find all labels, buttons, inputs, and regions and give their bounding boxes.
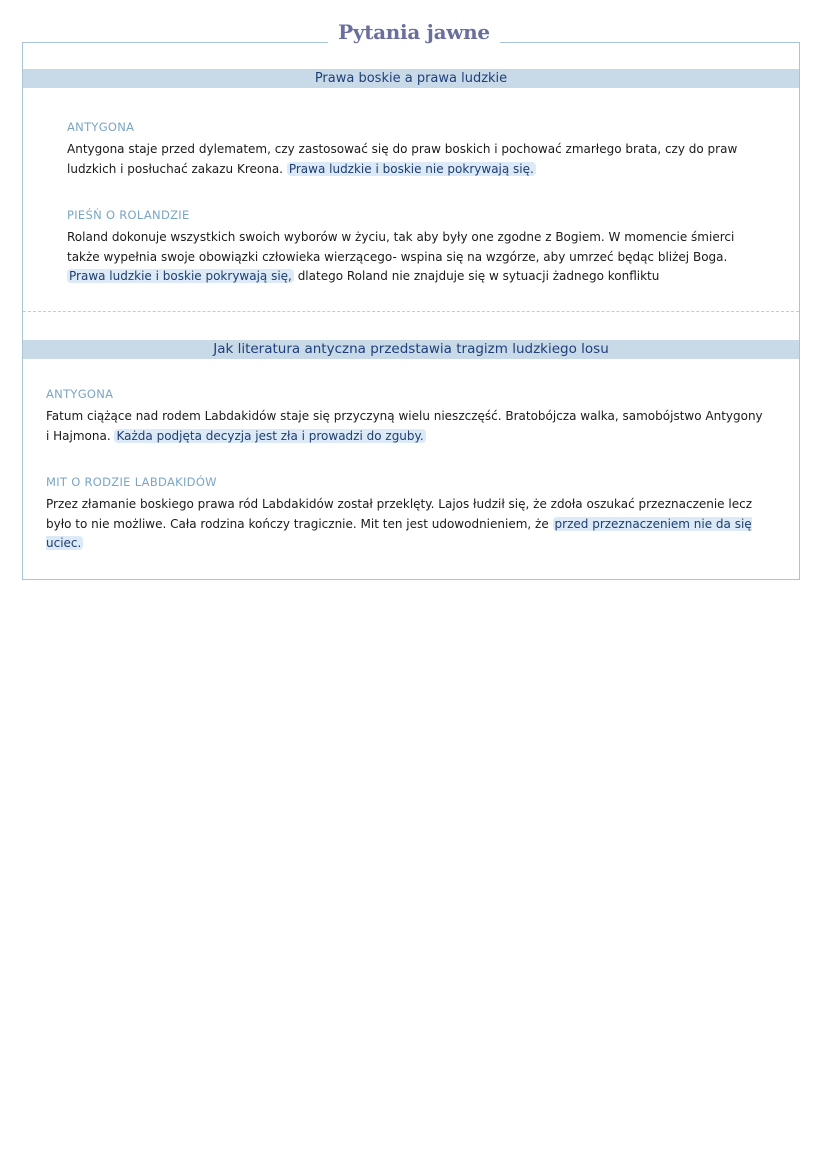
entry-mit-o-rodzie-labdakidow	[46, 475, 766, 554]
entry-title: ANTYGONA	[46, 387, 114, 401]
entry-title: ANTYGONA	[67, 120, 135, 134]
entry-highlight: Prawa ludzkie i boskie nie pokrywają się.	[288, 161, 534, 176]
section-heading: Jak literatura antyczna przedstawia tragizm ludzkiego losu	[23, 340, 799, 359]
page-title: Pytania jawne	[328, 18, 500, 46]
entry-text	[67, 228, 767, 287]
entry-antygona-1	[67, 120, 757, 179]
entry-title: PIEŚŃ O ROLANDZIE	[67, 208, 190, 222]
entry-piesn-o-rolandzie	[67, 208, 767, 287]
entry-highlight: Prawa ludzkie i boskie pokrywają się,	[69, 269, 292, 283]
entry-text	[46, 407, 766, 446]
entry-title: MIT O RODZIE LABDAKIDÓW	[46, 475, 217, 489]
entry-body: Fatum ciążące nad rodem Labdakidów staje się przyczyną wielu nieszczęść. Bratobójcza walka, samobójstwo Antygony i Hajmona.	[46, 409, 763, 443]
entry-body-after: dlatego Roland nie znajduje się w sytuacji żadnego konfliktu	[293, 269, 660, 283]
dashed-separator	[23, 311, 799, 312]
entry-text	[67, 140, 757, 179]
entry-body: Antygona staje przed dylematem, czy zastosować się do praw boskich i pochować zmarłego brata, czy do praw ludzkich i posłuchać zakazu Kreona.	[67, 142, 738, 176]
entry-body: Przez złamanie boskiego prawa ród Labdakidów został przeklęty. Lajos łudził się, że zdoła oszukać przeznaczenie lecz było to nie możliwe. Cała rodzina kończy tragicznie. Mit ten jest udowodnieniem, że	[46, 497, 752, 531]
section-heading: Prawa boskie a prawa ludzkie	[23, 69, 799, 88]
notes-frame	[22, 42, 800, 580]
page-title-wrap	[0, 18, 828, 46]
entry-antygona-2	[46, 387, 766, 446]
entry-body: Roland dokonuje wszystkich swoich wyborów w życiu, tak aby były one zgodne z Bogiem. W momencie śmierci także wypełnia swoje obowiązki człowieka wierzącego- wspina się na wzgórze, aby umrzeć będąc bliżej Boga.	[67, 230, 735, 264]
entry-highlight: Każda podjęta decyzja jest zła i prowadzi do zguby.	[116, 428, 424, 443]
entry-highlight: przed przeznaczeniem nie da się uciec.	[46, 516, 752, 550]
entry-text	[46, 495, 766, 554]
